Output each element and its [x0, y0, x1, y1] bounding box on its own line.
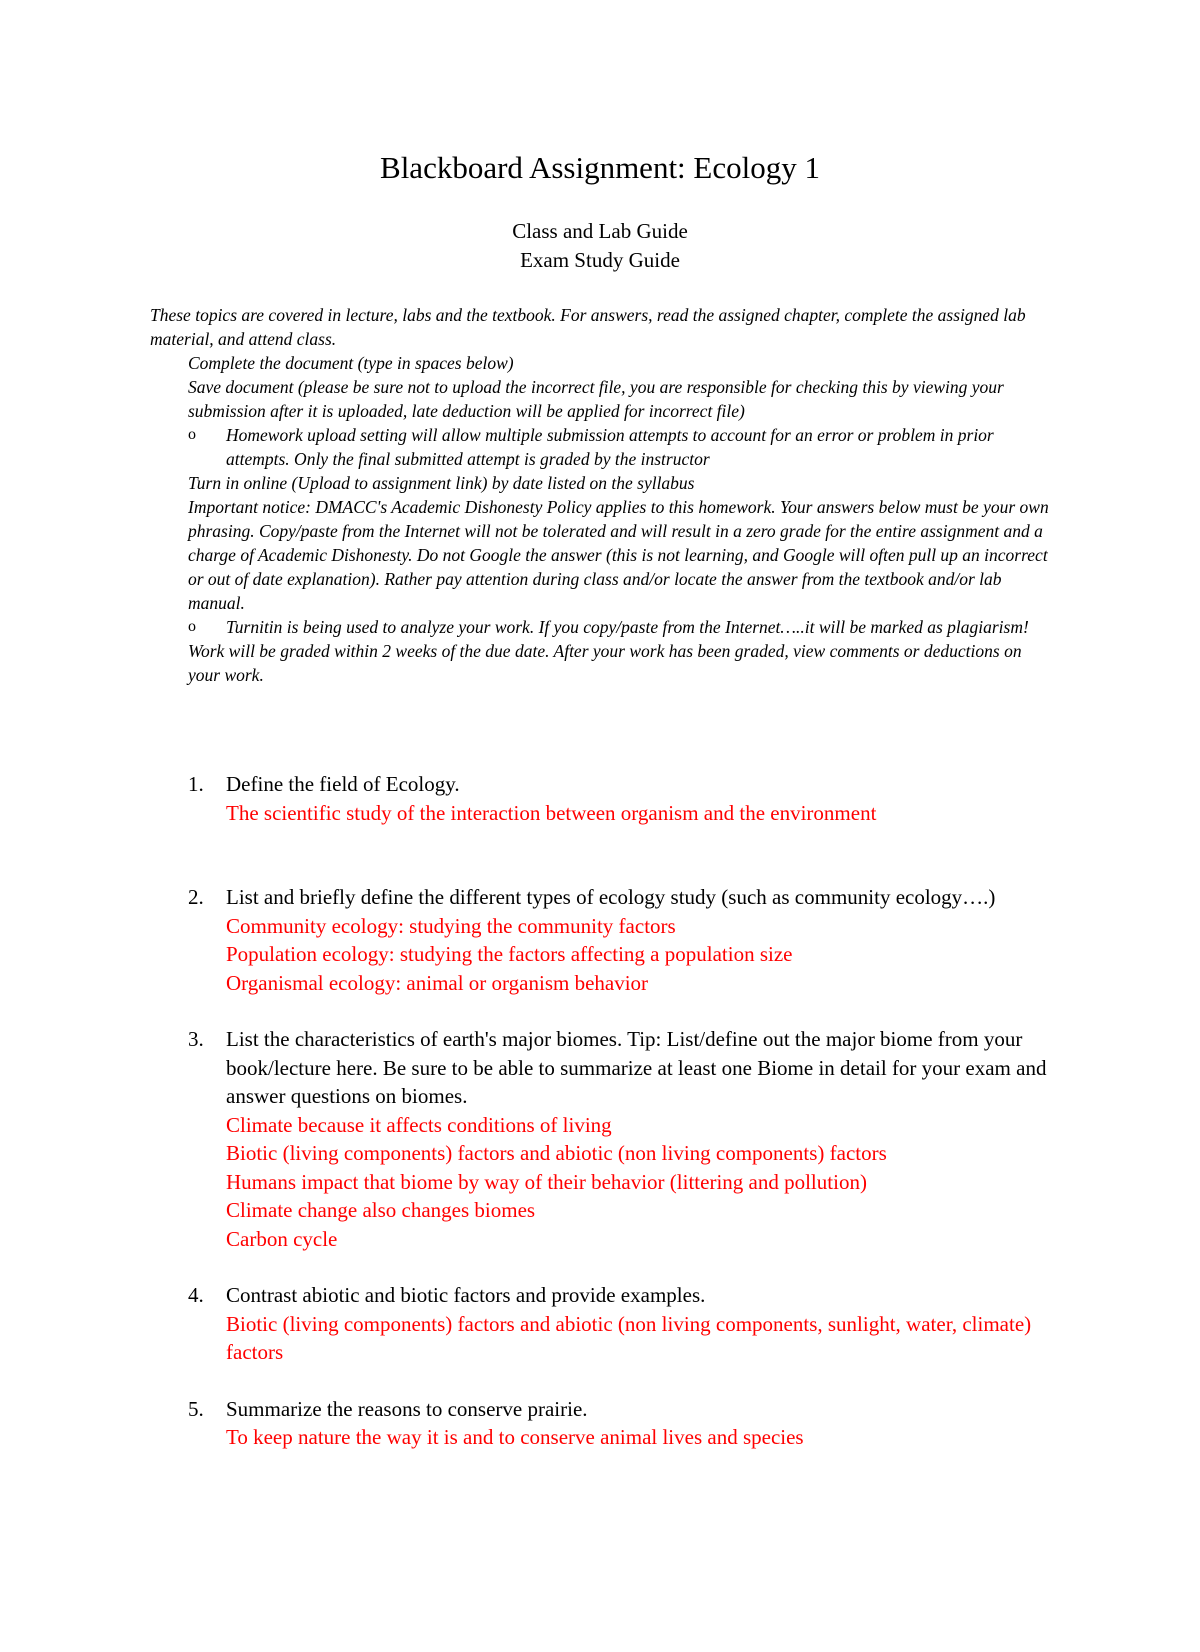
question-item: [188, 1025, 1068, 1253]
answer-text: Humans impact that biome by way of their behavior (littering and pollution): [226, 1169, 867, 1194]
instruction-item: Complete the document (type in spaces below): [188, 353, 514, 373]
answer-text: The scientific study of the interaction between organism and the environment: [226, 800, 877, 825]
answer-text: Climate because it affects conditions of living: [226, 1112, 612, 1137]
answer-text: Organismal ecology: animal or organism behavior: [226, 970, 649, 995]
instructions-sublist: [150, 423, 1055, 471]
question-item: [188, 1395, 1068, 1452]
answer-text: Biotic (living components) factors and abiotic (non living components, sunlight, water, climate) factors: [226, 1311, 1032, 1364]
instruction-subitem: [188, 615, 1055, 639]
question-item: [188, 1281, 1068, 1367]
instruction-item: Save document (please be sure not to upload the incorrect file, you are responsible for checking this by viewing your submission after it is uploaded, late deduction will be applied for incorrect file): [188, 377, 1004, 421]
question-number: 1.: [188, 772, 204, 796]
instructions-sublist: [150, 615, 1055, 639]
instruction-subitem-text: Turnitin is being used to analyze your work. If you copy/paste from the Internet…..it will be marked as plagiarism!: [226, 617, 1029, 637]
subtitle-class-lab-guide: Class and Lab Guide: [512, 219, 688, 243]
question-text: List the characteristics of earth's major biomes. Tip: List/define out the major biome from your book/lecture here. Be sure to be able to summarize at least one Biome in detail for your exam and answer questions on biomes.: [226, 1027, 1047, 1108]
answer-text: Carbon cycle: [226, 1226, 338, 1251]
instructions-block: [150, 303, 1055, 687]
question-text: Contrast abiotic and biotic factors and provide examples.: [226, 1283, 706, 1307]
instructions-list: [150, 351, 1055, 423]
instruction-subitem-text: Homework upload setting will allow multiple submission attempts to account for an error or problem in prior attempts. Only the final submitted attempt is graded by the instructor: [226, 425, 994, 469]
question-text: Define the field of Ecology.: [226, 772, 460, 796]
instruction-subitem: [188, 423, 1055, 471]
document-title: Blackboard Assignment: Ecology 1: [380, 150, 820, 185]
question-number: 2.: [188, 885, 204, 909]
question-text: List and briefly define the different types of ecology study (such as community ecology….): [226, 885, 996, 909]
subtitle-exam-study-guide: Exam Study Guide: [520, 248, 680, 272]
answer-text: Biotic (living components) factors and abiotic (non living components) factors: [226, 1141, 887, 1165]
question-text: Summarize the reasons to conserve prairie.: [226, 1396, 588, 1421]
instructions-list: [150, 639, 1055, 687]
question-item: [188, 770, 1068, 827]
answer-text: Population ecology: studying the factors affecting a population size: [226, 942, 793, 966]
answer-text: To keep nature the way it is and to conserve animal lives and species: [226, 1425, 804, 1449]
question-item: [188, 883, 1068, 997]
instructions-list: [150, 471, 1055, 615]
answer-text: Climate change also changes biomes: [226, 1198, 536, 1222]
instruction-item: Turn in online (Upload to assignment link) by date listed on the syllabus: [188, 473, 695, 493]
bullet-marker: o: [188, 618, 196, 635]
question-number: 5.: [188, 1396, 204, 1421]
question-list: [188, 770, 1068, 1452]
question-number: 3.: [188, 1027, 204, 1051]
answer-text: Community ecology: studying the community factors: [226, 913, 676, 938]
bullet-marker: o: [188, 426, 196, 443]
instruction-item: Work will be graded within 2 weeks of the due date. After your work has been graded, view comments or deductions on your work.: [188, 641, 1022, 685]
question-number: 4.: [188, 1283, 204, 1307]
instruction-item: Important notice: DMACC's Academic Dishonesty Policy applies to this homework. Your answers below must be your own phrasing. Copy/paste from the Internet will not be tolerated and will result in a zero grade for the entire assignment and a charge of Academic Dishonesty. Do not Google the answer (this is not learning, and Google will often pull up an incorrect or out of date explanation). Rather pay attention during class and/or locate the answer from the textbook and/or lab manual.: [188, 497, 1049, 613]
instructions-intro: These topics are covered in lecture, labs and the textbook. For answers, read the assigned chapter, complete the assigned lab material, and attend class.: [150, 305, 1026, 349]
